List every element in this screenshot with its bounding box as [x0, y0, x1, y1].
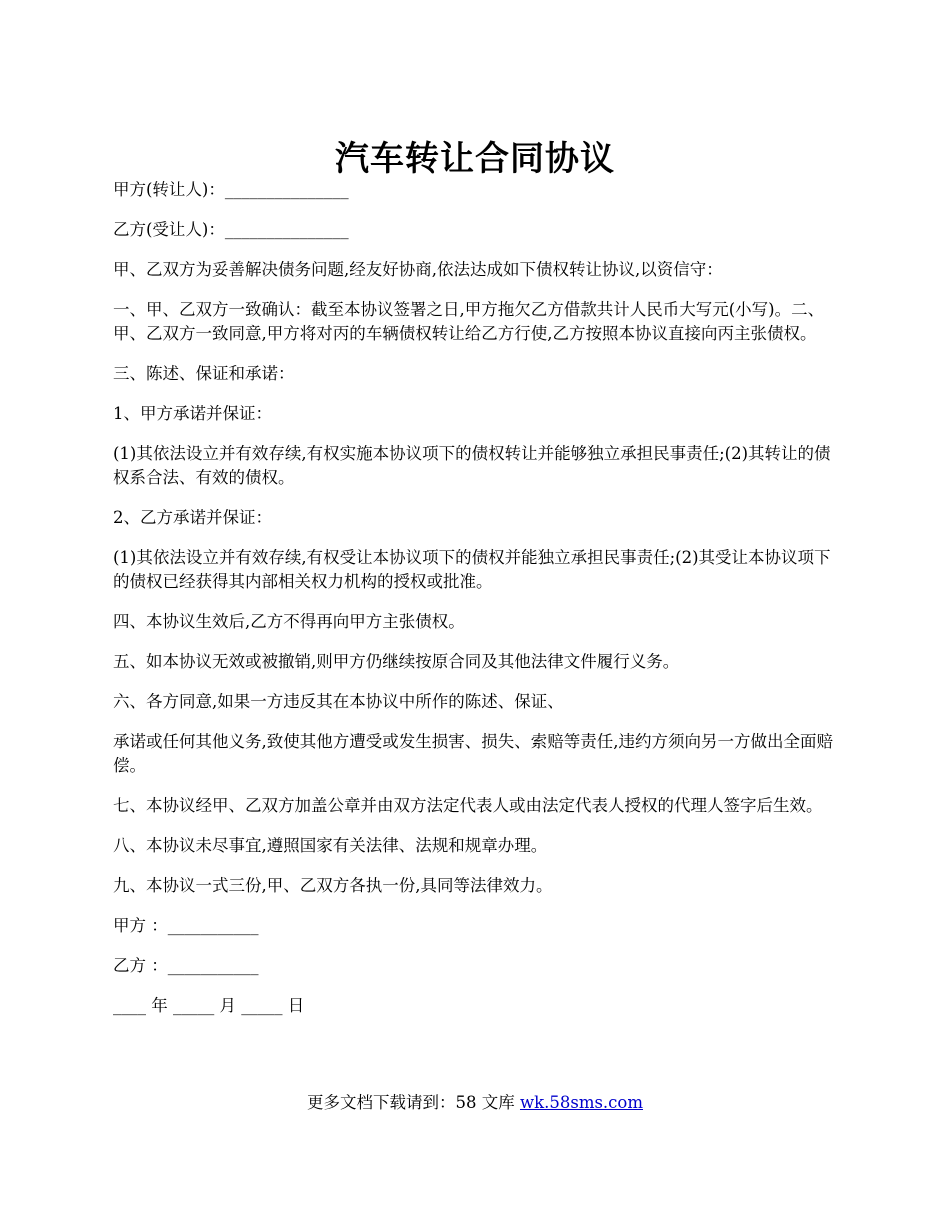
footer-text: 更多文档下载请到：58 文库	[306, 1093, 520, 1112]
date-line: ____ 年 _____ 月 _____ 日	[113, 996, 305, 1015]
preamble-paragraph: 甲、乙双方为妥善解决债务问题,经友好协商,依法达成如下债权转让协议,以资信守：	[113, 260, 723, 279]
party-a-line: 甲方(转让人)：_______________	[113, 180, 349, 199]
party-b-line: 乙方(受让人)：_______________	[113, 220, 349, 239]
clause-five: 五、如本协议无效或被撤销,则甲方仍继续按原合同及其他法律文件履行义务。	[113, 652, 680, 671]
document-title: 汽车转让合同协议	[335, 138, 615, 179]
party-b-signature-line: 乙方 ：___________	[113, 956, 259, 975]
footer-link[interactable]: wk.58sms.com	[519, 1093, 643, 1112]
footer	[0, 1091, 950, 1115]
party-a-warranty-text: (1)其依法设立并有效存续,有权实施本协议项下的债权转让并能够独立承担民事责任;(2)其转让的债权系合法、有效的债权。	[113, 444, 831, 487]
party-b-warranty-text: (1)其依法设立并有效存续,有权受让本协议项下的债权并能独立承担民事责任;(2)其受让本协议项下的债权已经获得其内部相关权力机构的授权或批准。	[113, 548, 831, 591]
party-a-signature-line: 甲方 ：___________	[113, 916, 259, 935]
clause-four: 四、本协议生效后,乙方不得再向甲方主张债权。	[113, 612, 465, 631]
clause-three-heading: 三、陈述、保证和承诺：	[113, 364, 295, 383]
party-a-warranty-heading: 1、甲方承诺并保证：	[113, 404, 272, 423]
clause-eight: 八、本协议未尽事宜,遵照国家有关法律、法规和规章办理。	[113, 836, 548, 855]
clause-six-part-one: 六、各方同意,如果一方违反其在本协议中所作的陈述、保证、	[113, 692, 564, 711]
clause-one-two: 一、甲、乙双方一致确认：截至本协议签署之日,甲方拖欠乙方借款共计人民币大写元(小写)。二、甲、乙双方一致同意,甲方将对丙的车辆债权转让给乙方行使,乙方按照本协议直接向丙主张债权。	[113, 300, 825, 343]
clause-seven: 七、本协议经甲、乙双方加盖公章并由双方法定代表人或由法定代表人授权的代理人签字后生效。	[113, 796, 823, 815]
document-body	[113, 178, 839, 1034]
clause-six-part-two: 承诺或任何其他义务,致使其他方遭受或发生损害、损失、索赔等责任,违约方须向另一方做出全面赔偿。	[113, 732, 833, 775]
clause-nine: 九、本协议一式三份,甲、乙双方各执一份,具同等法律效力。	[113, 876, 553, 895]
party-b-warranty-heading: 2、乙方承诺并保证：	[113, 508, 272, 527]
